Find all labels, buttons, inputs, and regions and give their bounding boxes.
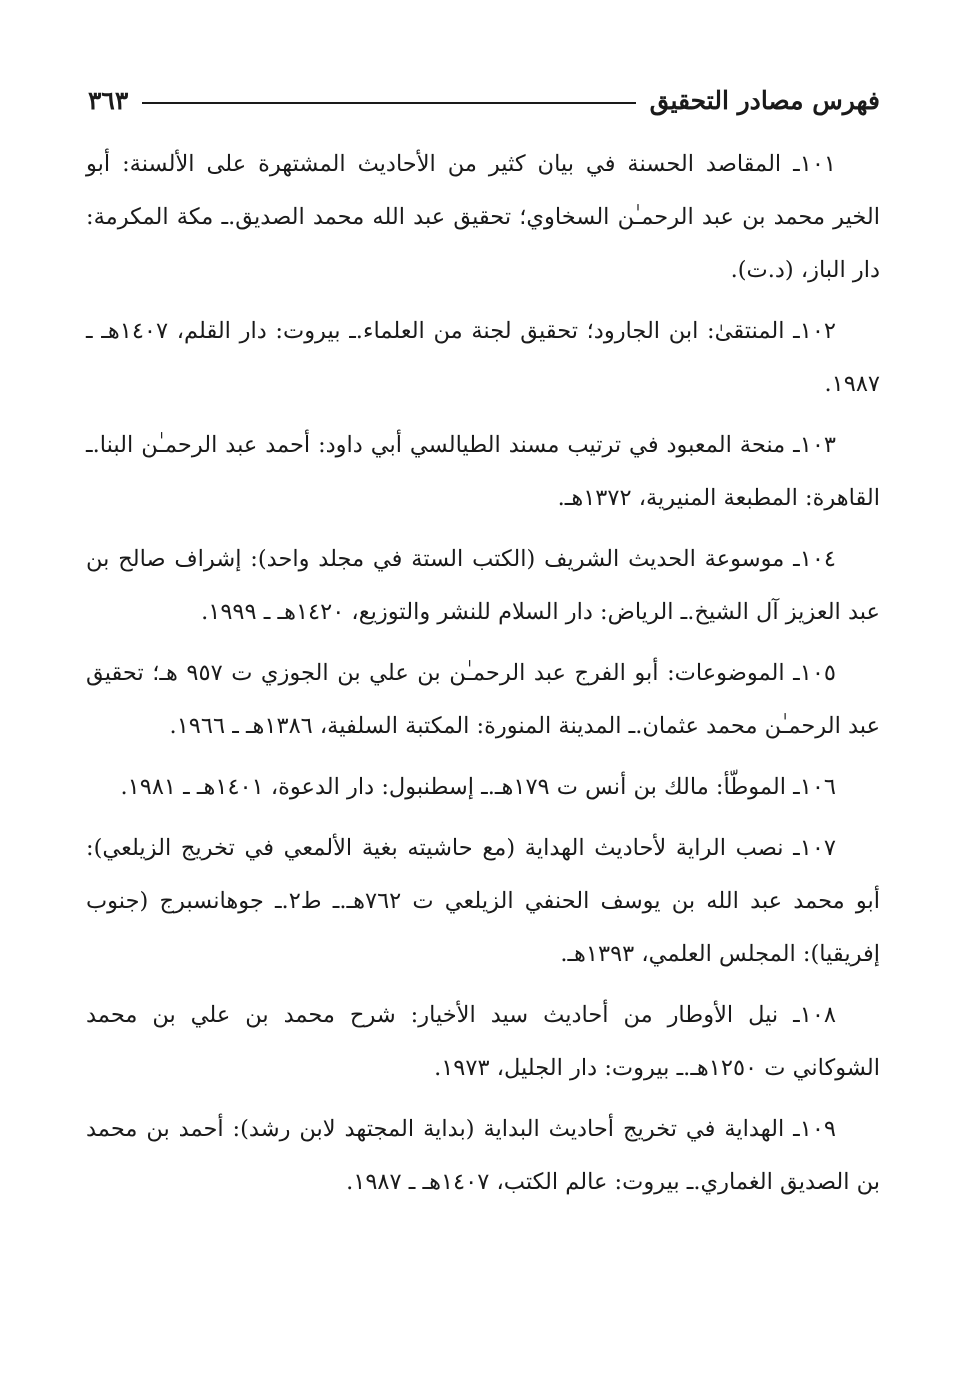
page-number: ٣٦٣ bbox=[88, 85, 129, 115]
bibliography-list bbox=[86, 138, 880, 1209]
bibliography-entry-104: ١٠٤ـ موسوعة الحديث الشريف (الكتب الستة في مجلد واحد): إشراف صالح بن عبد العزيز آل الشيخ.ـ الرياض: دار السلام للنشر والتوزيع، ١٤٢٠هـ ـ ١٩٩٩. bbox=[86, 546, 880, 625]
running-header bbox=[88, 80, 880, 120]
bibliography-entry-102: ١٠٢ـ المنتقىٰ: ابن الجارود؛ تحقيق لجنة من العلماء.ـ بيروت: دار القلم، ١٤٠٧هـ ـ ١٩٨٧. bbox=[86, 318, 880, 397]
bibliography-entry-106: ١٠٦ـ الموطّأ: مالك بن أنس ت ١٧٩هـ.ـ إسطنبول: دار الدعوة، ١٤٠١هـ ـ ١٩٨١. bbox=[120, 774, 836, 800]
bibliography-entry-101: ١٠١ـ المقاصد الحسنة في بيان كثير من الأحاديث المشتهرة على الألسنة: أبو الخير محمد بن عبد الرحمـٰن السخاوي؛ تحقيق عبد الله محمد الصديق.ـ مكة المكرمة: دار الباز، (د.ت). bbox=[86, 151, 880, 283]
bibliography-entry-105: ١٠٥ـ الموضوعات: أبو الفرج عبد الرحمـٰن بن علي بن الجوزي ت ٩٥٧ هـ؛ تحقيق عبد الرحمـٰن محمد عثمان.ـ المدينة المنورة: المكتبة السلفية، ١٣٨٦هـ ـ ١٩٦٦. bbox=[86, 660, 880, 739]
header-rule bbox=[142, 102, 635, 104]
header-title: فهرس مصادر التحقيق bbox=[649, 85, 880, 115]
bibliography-entry-108: ١٠٨ـ نيل الأوطار من أحاديث سيد الأخيار: شرح محمد بن علي بن محمد الشوكاني ت ١٢٥٠هـ.ـ بيروت: دار الجليل، ١٩٧٣. bbox=[86, 1002, 880, 1081]
bibliography-entry-107: ١٠٧ـ نصب الراية لأحاديث الهداية (مع حاشيته بغية الألمعي في تخريج الزيلعي): أبو محمد عبد الله بن يوسف الحنفي الزيلعي ت ٧٦٢هـ.ـ ط٢.ـ جوهانسبرج (جنوب إفريقيا): المجلس العلمي، ١٣٩٣هـ. bbox=[86, 835, 880, 967]
bibliography-entry-109: ١٠٩ـ الهداية في تخريج أحاديث البداية (بداية المجتهد لابن رشد): أحمد بن محمد بن الصديق الغماري.ـ بيروت: عالم الكتب، ١٤٠٧هـ ـ ١٩٨٧. bbox=[86, 1116, 880, 1195]
bibliography-entry-103: ١٠٣ـ منحة المعبود في ترتيب مسند الطيالسي أبي داود: أحمد عبد الرحمـٰن البنا.ـ القاهرة: المطبعة المنيرية، ١٣٧٢هـ. bbox=[86, 432, 880, 511]
